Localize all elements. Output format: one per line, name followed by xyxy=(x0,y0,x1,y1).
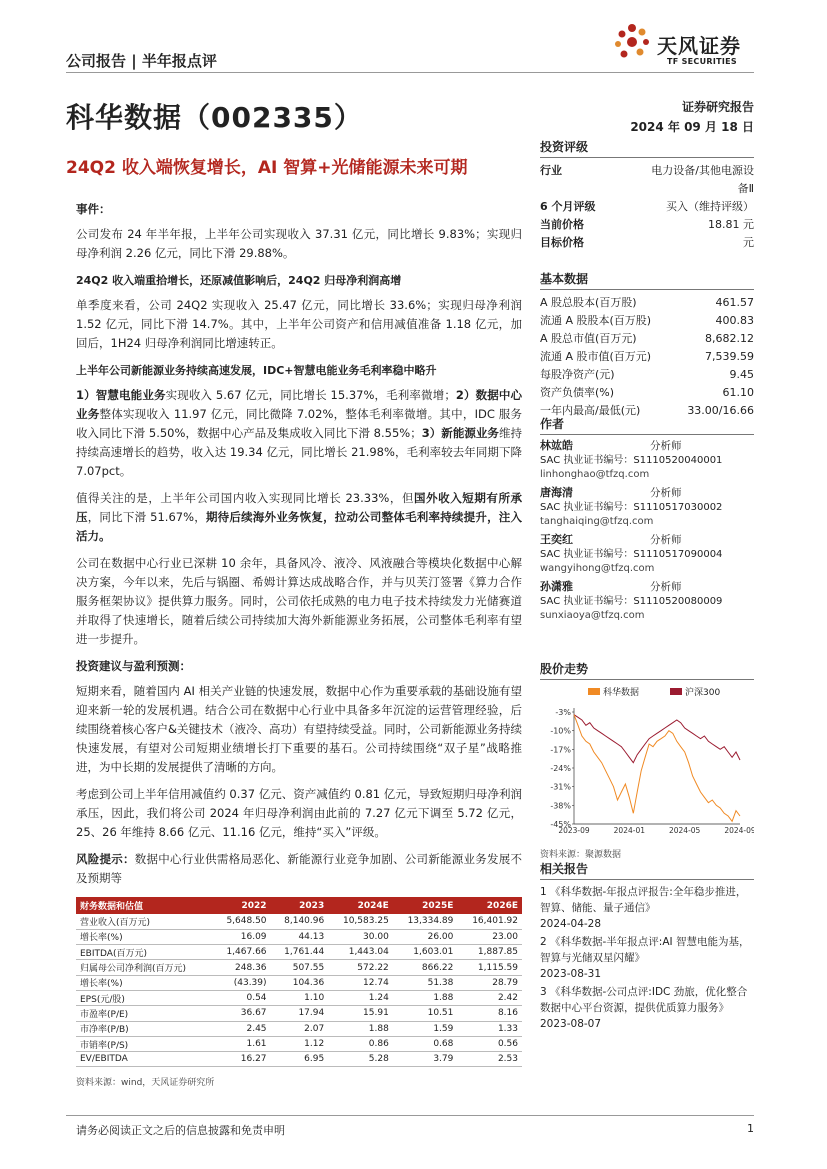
paragraph: 公司在数据中心行业已深耕 10 余年，具备风冷、液冷、风液融合等模块化数据中心解决方案，今年以来，先后与锅圈、希姆计算达成战略合作，并与贝芙汀签署《算力合作服务框架协议》提供算力服务。同时，公司依托成熟的电力电子技术持续发力光储赛道并取得了快速增长，随着后续公司持续加大海外新能源业务拓展，公司整体毛利率有望进一步提升。 xyxy=(76,556,522,646)
report-category: 公司报告 | 半年报点评 xyxy=(66,52,217,70)
table-cell: 8,140.96 xyxy=(271,914,329,929)
rating-panel xyxy=(540,138,754,252)
table-cell: 17.94 xyxy=(271,1006,329,1021)
author-email[interactable]: wangyihong@tfzq.com xyxy=(540,563,655,574)
basic-row xyxy=(540,294,754,312)
table-cell: 2.07 xyxy=(271,1021,329,1036)
basic-value: 400.83 xyxy=(715,314,754,327)
table-cell: 0.68 xyxy=(393,1036,458,1051)
author-cert: SAC 执业证书编号：S1110520040001 xyxy=(540,455,723,466)
y-tick: -17% xyxy=(550,745,571,755)
basic-key: 资产负债率(%) xyxy=(540,386,615,399)
author-entry xyxy=(540,533,754,576)
table-cell: 营业收入(百万元) xyxy=(76,914,213,929)
table-cell: 0.56 xyxy=(457,1036,522,1051)
author-cert: SAC 执业证书编号：S1110517030002 xyxy=(540,502,723,513)
section-heading: 投资建议与盈利预测： xyxy=(76,659,191,673)
basic-heading: 基本数据 xyxy=(540,270,754,290)
table-header: 2025E xyxy=(393,897,458,914)
table-cell: 1,115.59 xyxy=(457,960,522,975)
basic-row xyxy=(540,384,754,402)
author-entry xyxy=(540,439,754,482)
paragraph: 单季度来看，公司 24Q2 实现收入 25.47 亿元，同比增长 33.6%；实现归母净利润 1.52 亿元，同比下滑 14.7%。其中，上半年公司资产和信用减值准备 1.18 亿元，加回后，1H24 归母净利润同比增速转正。 xyxy=(76,298,522,350)
table-row xyxy=(76,975,522,990)
table-header: 2026E xyxy=(457,897,522,914)
table-cell: 30.00 xyxy=(328,929,393,944)
basic-value: 8,682.12 xyxy=(705,332,754,345)
author-name: 林竑皓 xyxy=(540,439,573,452)
rating-row xyxy=(540,180,754,198)
author-line xyxy=(540,439,754,454)
author-name: 孙潇雅 xyxy=(540,580,573,593)
risk-note: 风险提示：数据中心行业供需格局恶化、新能源行业竞争加剧、公司新能源业务发展不及预期等 xyxy=(76,852,522,885)
table-cell: 26.00 xyxy=(393,929,458,944)
rating-value: 元 xyxy=(743,236,754,249)
basic-key: 流通 A 股股本(百万股) xyxy=(540,314,652,327)
table-cell: 1.12 xyxy=(271,1036,329,1051)
table-row xyxy=(76,945,522,960)
table-cell: 12.74 xyxy=(328,975,393,990)
table-cell: 3.79 xyxy=(393,1052,458,1067)
chart-source: 资料来源：聚源数据 xyxy=(540,850,622,860)
author-email[interactable]: sunxiaoya@tfzq.com xyxy=(540,610,645,621)
basic-row xyxy=(540,330,754,348)
paragraph: 1）智慧电能业务实现收入 5.67 亿元，同比增长 15.37%，毛利率微增；2）数据中心业务整体实现收入 11.97 亿元，同比微降 7.02%，整体毛利率微增。其中，IDC 服务收入同比下滑 5.50%，数据中心产品及集成收入同比下滑 8.55%；3）新能源业务维持持续高速增长的趋势，收入达 19.34 亿元，同比增长 21.98%，毛利率较去年同期下降 7.07pct。 xyxy=(76,388,523,478)
basic-key: A 股总市值(百万元) xyxy=(540,332,637,345)
author-cert: SAC 执业证书编号：S1110517090004 xyxy=(540,549,723,560)
basic-value: 33.00/16.66 xyxy=(687,404,754,417)
table-cell: 5.28 xyxy=(328,1052,393,1067)
table-cell: 增长率(%) xyxy=(76,975,213,990)
table-header: 2022 xyxy=(213,897,271,914)
related-panel xyxy=(540,860,754,1034)
author-line xyxy=(540,580,754,595)
table-cell: 36.67 xyxy=(213,1006,271,1021)
legend-swatch xyxy=(670,688,682,695)
y-tick: -3% xyxy=(555,708,571,717)
table-cell: 1,761.44 xyxy=(271,945,329,960)
financial-table xyxy=(76,897,522,1067)
table-cell: 23.00 xyxy=(457,929,522,944)
table-cell: 16,401.92 xyxy=(457,914,522,929)
rating-row xyxy=(540,234,754,252)
page-number: 1 xyxy=(747,1122,754,1135)
basic-value: 61.10 xyxy=(722,386,754,399)
table-cell: 16.27 xyxy=(213,1052,271,1067)
report-date: 2024 年 09 月 18 日 xyxy=(630,120,754,134)
table-row xyxy=(76,1052,522,1067)
rating-key: 目标价格 xyxy=(540,236,584,249)
author-entry xyxy=(540,580,754,623)
legend-label: 科华数据 xyxy=(603,688,640,698)
table-row xyxy=(76,990,522,1005)
basic-key: 每股净资产(元) xyxy=(540,368,615,381)
table-cell: 104.36 xyxy=(271,975,329,990)
rating-value: 买入（维持评级） xyxy=(666,200,754,213)
related-report[interactable]: 2 《科华数据-半年报点评:AI 智慧电能为基，智算与光储双星闪耀》 xyxy=(540,936,750,964)
table-row xyxy=(76,929,522,944)
y-tick: -31% xyxy=(550,782,571,792)
table-cell: 1.24 xyxy=(328,990,393,1005)
main-body xyxy=(76,200,522,896)
report-type: 证券研究报告 xyxy=(681,100,754,114)
section-heading: 事件： xyxy=(76,202,111,216)
author-line xyxy=(540,533,754,548)
table-cell: 248.36 xyxy=(213,960,271,975)
table-row xyxy=(76,960,522,975)
basic-key: A 股总股本(百万股) xyxy=(540,296,637,309)
y-tick: -10% xyxy=(550,726,571,736)
basic-value: 7,539.59 xyxy=(705,350,754,363)
table-cell: 5,648.50 xyxy=(213,914,271,929)
table-cell: 1.33 xyxy=(457,1021,522,1036)
authors-heading: 作者 xyxy=(540,415,754,435)
table-cell: 28.79 xyxy=(457,975,522,990)
price-panel xyxy=(540,660,754,860)
rating-key: 行业 xyxy=(540,164,562,177)
legend-label: 沪深300 xyxy=(685,688,721,698)
rating-row xyxy=(540,198,754,216)
table-cell: 15.91 xyxy=(328,1006,393,1021)
basic-row xyxy=(540,348,754,366)
company-name: 科华数据（002335） xyxy=(66,101,363,134)
basic-key: 一年内最高/最低(元) xyxy=(540,404,641,417)
basic-row xyxy=(540,312,754,330)
sub-heading: 24Q2 收入端重拾增长，还原减值影响后，24Q2 归母净利润高增 xyxy=(76,274,402,287)
table-cell: 1,887.85 xyxy=(457,945,522,960)
paragraph: 值得关注的是，上半年公司国内收入实现同比增长 23.33%，但国外收入短期有所承压，同比下滑 51.67%，期待后续海外业务恢复，拉动公司整体毛利率持续提升，注入活力。 xyxy=(76,491,522,543)
paragraph: 考虑到公司上半年信用减值约 0.37 亿元、资产减值约 0.81 亿元，导致短期归母净利润承压，因此，我们将公司 2024 年归母净利润由此前的 7.27 亿元下调至 5.72 亿元，25、26 年维持 8.66 亿元、11.16 亿元，维持“买入”评级。 xyxy=(76,787,522,839)
table-cell: 6.95 xyxy=(271,1052,329,1067)
table-header: 财务数据和估值 xyxy=(76,897,213,914)
author-email[interactable]: tanghaiqing@tfzq.com xyxy=(540,516,654,527)
author-email[interactable]: linhonghao@tfzq.com xyxy=(540,469,650,480)
table-cell: 市盈率(P/E) xyxy=(76,1006,213,1021)
author-title: 分析师 xyxy=(650,581,682,593)
table-cell: 0.86 xyxy=(328,1036,393,1051)
series-line-hs300 xyxy=(574,715,740,763)
sub-heading: 上半年公司新能源业务持续高速发展，IDC+智慧电能业务毛利率稳中略升 xyxy=(76,364,437,377)
author-title: 分析师 xyxy=(650,440,682,452)
table-header: 2023 xyxy=(271,897,329,914)
rating-value: 18.81 元 xyxy=(708,218,754,231)
author-name: 王奕红 xyxy=(540,533,573,546)
series-line-stock xyxy=(574,715,740,822)
price-heading: 股价走势 xyxy=(540,660,754,680)
table-cell: (43.39) xyxy=(213,975,271,990)
logo-icon xyxy=(612,22,652,62)
author-cert: SAC 执业证书编号：S1110520080009 xyxy=(540,596,723,607)
y-tick: -38% xyxy=(550,801,571,811)
rating-value: 电力设备/其他电源设 xyxy=(651,164,754,177)
related-date: 2023-08-31 xyxy=(540,968,602,980)
table-cell: 1,443.04 xyxy=(328,945,393,960)
basic-key: 流通 A 股市值(百万元) xyxy=(540,350,652,363)
table-cell: 507.55 xyxy=(271,960,329,975)
table-cell: 8.16 xyxy=(457,1006,522,1021)
table-cell: EV/EBITDA xyxy=(76,1052,213,1067)
table-cell: 归属母公司净利润(百万元) xyxy=(76,960,213,975)
author-name: 唐海清 xyxy=(540,486,573,499)
table-cell: 13,334.89 xyxy=(393,914,458,929)
related-heading: 相关报告 xyxy=(540,860,754,880)
legend-swatch xyxy=(588,688,600,695)
table-row xyxy=(76,1006,522,1021)
basic-value: 461.57 xyxy=(715,296,754,309)
header-divider xyxy=(66,72,754,73)
table-row xyxy=(76,914,522,929)
author-title: 分析师 xyxy=(650,534,682,546)
table-cell: 增长率(%) xyxy=(76,929,213,944)
author-line xyxy=(540,486,754,501)
basic-row xyxy=(540,366,754,384)
rating-row xyxy=(540,216,754,234)
table-cell: 572.22 xyxy=(328,960,393,975)
x-tick: 2024-05 xyxy=(668,826,701,835)
table-cell: 1.88 xyxy=(393,990,458,1005)
y-tick: -24% xyxy=(550,764,571,773)
footer-divider xyxy=(66,1115,754,1116)
related-date: 2023-08-07 xyxy=(540,1018,602,1030)
rating-value: 备Ⅱ xyxy=(737,182,754,195)
logo-text-en: TF SECURITIES xyxy=(667,57,737,66)
table-cell: 0.54 xyxy=(213,990,271,1005)
rating-key: 当前价格 xyxy=(540,218,584,231)
logo-text: 天风证券 xyxy=(657,34,741,58)
author-title: 分析师 xyxy=(650,487,682,499)
table-cell: 2.42 xyxy=(457,990,522,1005)
basic-value: 9.45 xyxy=(729,368,754,381)
table-cell: 1.88 xyxy=(328,1021,393,1036)
x-tick: 2023-09 xyxy=(558,826,590,835)
authors-panel xyxy=(540,415,754,627)
table-source: 资料来源：wind，天风证券研究所 xyxy=(76,1078,215,1088)
table-cell: 44.13 xyxy=(271,929,329,944)
table-cell: 2.53 xyxy=(457,1052,522,1067)
footer-disclaimer: 请务必阅读正文之后的信息披露和免责申明 xyxy=(76,1124,285,1137)
paragraph: 短期来看，随着国内 AI 相关产业链的快速发展，数据中心作为重要承载的基础设施有望迎来新一轮的发展机遇。结合公司在数据中心行业中具备多年沉淀的运营管理经验，后续围绕着核心客户&关键技术（液冷、高功）有望持续受益。同时，公司新能源业务持续快速发展，有望对公司短期业绩增长打下重要的基石。公司持续围绕“双子星”战略推进，为中长期的发展提供了清晰的方向。 xyxy=(76,684,522,774)
table-cell: 市净率(P/B) xyxy=(76,1021,213,1036)
table-cell: 51.38 xyxy=(393,975,458,990)
author-entry xyxy=(540,486,754,529)
table-cell: 1.61 xyxy=(213,1036,271,1051)
table-header: 2024E xyxy=(328,897,393,914)
table-cell: 16.09 xyxy=(213,929,271,944)
table-cell: 866.22 xyxy=(393,960,458,975)
price-chart xyxy=(540,684,754,844)
paragraph: 公司发布 24 年半年报，上半年公司实现收入 37.31 亿元，同比增长 9.83%；实现归母净利润 2.26 亿元，同比下滑 29.88%。 xyxy=(76,227,522,260)
table-cell: 市销率(P/S) xyxy=(76,1036,213,1051)
related-report[interactable]: 3 《科华数据-公司点评:IDC 劲旅，优化整合数据中心平台资源，提供优质算力服务》 xyxy=(540,986,748,1014)
table-cell: 1.59 xyxy=(393,1021,458,1036)
table-cell: 1.10 xyxy=(271,990,329,1005)
table-cell: EBITDA(百万元) xyxy=(76,945,213,960)
table-cell: EPS(元/股) xyxy=(76,990,213,1005)
related-date: 2024-04-28 xyxy=(540,918,602,930)
rating-key: 6 个月评级 xyxy=(540,200,596,213)
table-row xyxy=(76,1036,522,1051)
table-cell: 10,583.25 xyxy=(328,914,393,929)
basic-data-panel xyxy=(540,270,754,420)
table-row xyxy=(76,1021,522,1036)
table-cell: 1,467.66 xyxy=(213,945,271,960)
rating-heading: 投资评级 xyxy=(540,138,754,158)
y-tick: -45% xyxy=(550,820,571,829)
report-title: 24Q2 收入端恢复增长，AI 智算+光储能源未来可期 xyxy=(66,158,468,178)
x-tick: 2024-01 xyxy=(613,826,646,835)
table-cell: 1,603.01 xyxy=(393,945,458,960)
table-cell: 10.51 xyxy=(393,1006,458,1021)
rating-row xyxy=(540,162,754,180)
table-cell: 2.45 xyxy=(213,1021,271,1036)
related-report[interactable]: 1 《科华数据-年报点评报告:全年稳步推进，智算、储能、量子通信》 xyxy=(540,886,747,914)
x-tick: 2024-09 xyxy=(724,826,754,835)
